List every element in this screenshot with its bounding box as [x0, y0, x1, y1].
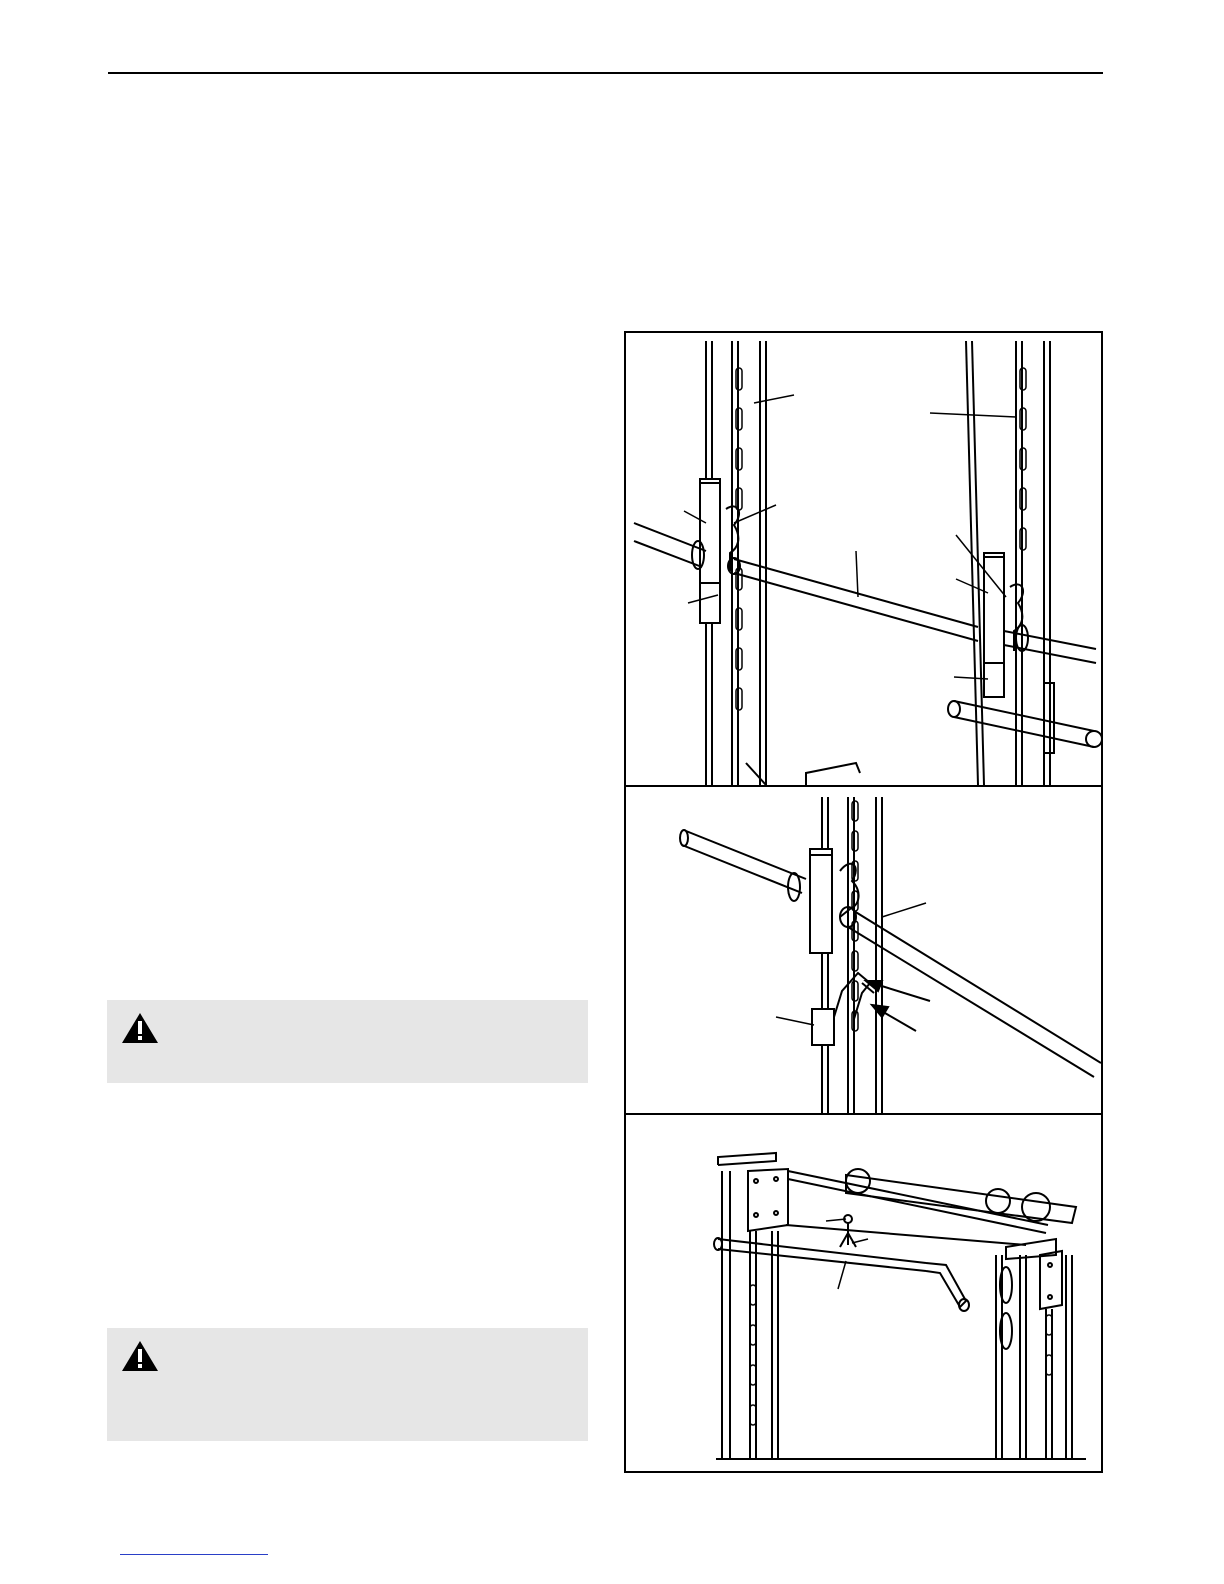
figure-lat-pulldown-frame [626, 1115, 1101, 1471]
figure-lower-hook-closeup [626, 787, 1101, 1113]
warning-box-1 [107, 1000, 588, 1083]
warning-triangle-icon [121, 1012, 159, 1044]
warning-triangle-icon [121, 1340, 159, 1372]
header-rule [108, 72, 1103, 74]
figure-upper-rack-barbell [626, 333, 1101, 785]
warning-box-2 [107, 1328, 588, 1441]
footer-link-underline[interactable] [120, 1554, 268, 1555]
